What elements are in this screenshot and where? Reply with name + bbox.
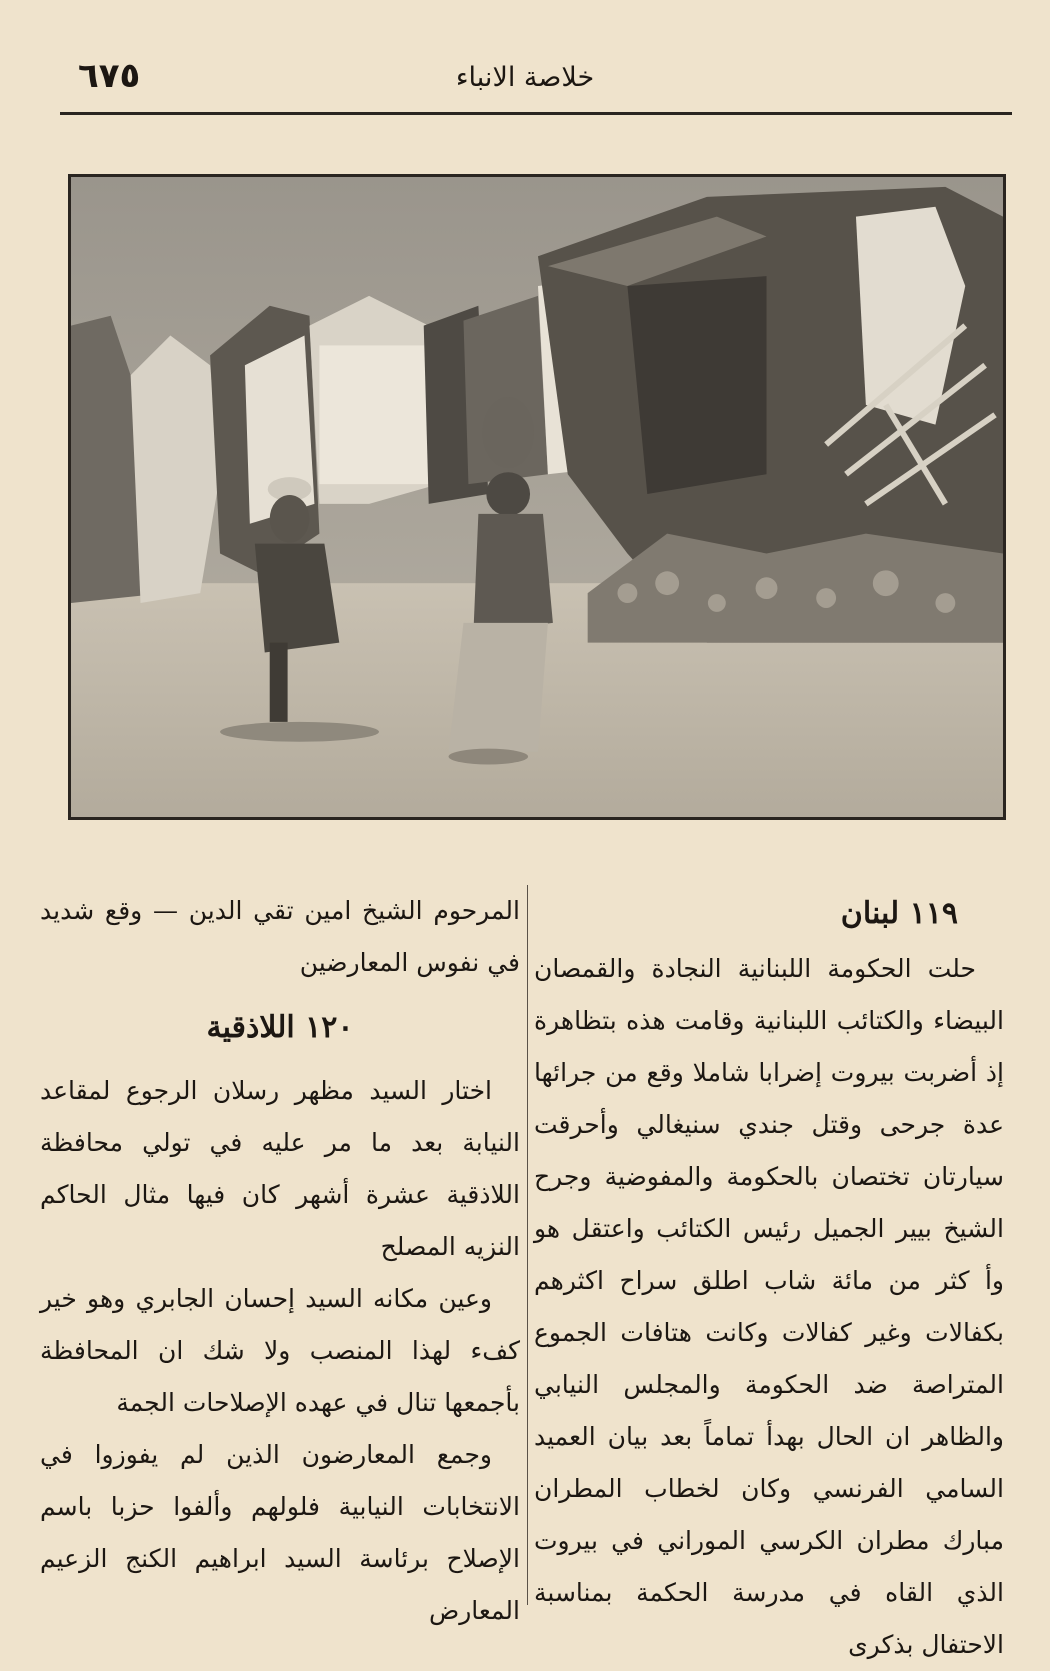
photograph-ruined-village-image [71,177,1003,817]
article-paragraph: اختار السيد مظهر رسلان الرجوع لمقاعد النيابة بعد ما مر عليه في تولي محافظة اللاذقية عشرة أشهر كان فيها مثال الحاكم النزيه المصلح [40,1076,520,1261]
article-paragraph: وعين مكانه السيد إحسان الجابري وهو خير كفء لهذا المنصب ولا شك ان المحافظة بأجمعها تنال في عهده الإصلاحات الجمة [40,1284,520,1417]
photograph-ruined-village [68,174,1006,820]
column-right [534,885,1004,1671]
article-body-119: حلت الحكومة اللبنانية النجادة والقمصان البيضاء والكتائب اللبنانية وقامت هذه بتظاهرة إذ أضربت بيروت إضرابا شاملا وقع من جرائها عدة جرحى وقتل جندي سنيغالي وأحرقت سيارتان تختصان بالحكومة والمفوضية وجرح الشيخ بيير الجميل رئيس الكتائب واعتقل هو وأ كثر من مائة شاب اطلق سراح اكثرهم بكفالات وغير كفالات وكانت هتافات الجموع المتراصة ضد الحكومة والمجلس النيابي والظاهر ان الحال بهدأ تماماً بعد بيان العميد السامي الفرنسي وكان لخطاب المطران مبارك مطران الكرسي الموراني في بيروت الذي القاه في مدرسة الحكمة بمناسبة الاحتفال بذكرى [534,954,1004,1659]
article-paragraph: وجمع المعارضون الذين لم يفوزوا في الانتخابات النيابية فلولهم وألفوا حزبا باسم الإصلاح برئاسة السيد ابراهيم الكنج الزعيم المعارض [40,1440,520,1625]
column-divider [527,885,528,1605]
running-title: خلاصة الانباء [455,62,595,93]
continuation-text: المرحوم الشيخ امين تقي الدين — وقع شديد في نفوس المعارضين [40,896,520,977]
column-left [40,885,520,1637]
article-heading-120: ١٢٠ اللاذقية [206,1010,354,1045]
article-heading-119: ١١٩ لبنان [840,896,958,931]
page-number: ٦٧٥ [78,56,141,96]
header-rule [60,112,1012,115]
